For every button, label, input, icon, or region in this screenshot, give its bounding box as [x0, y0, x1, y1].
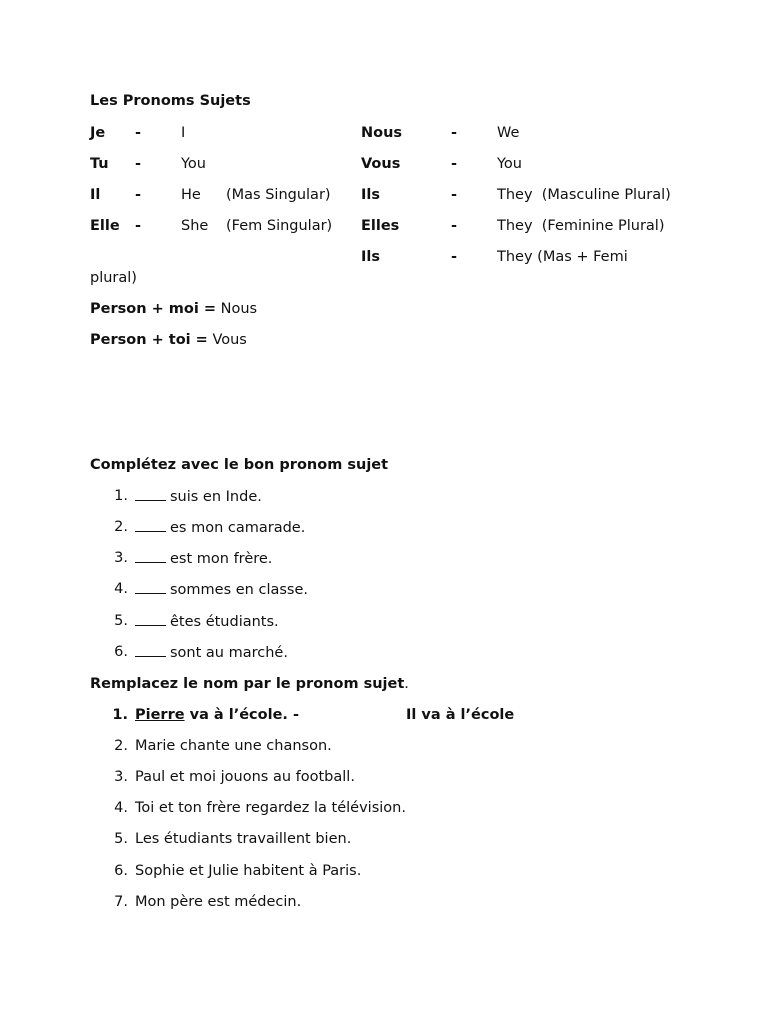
example-rest: va à l’école. - — [184, 707, 299, 723]
item-number: 2. — [114, 738, 128, 754]
item-number: 1. — [114, 488, 128, 504]
pronoun-ils-mixed: Ils — [361, 249, 380, 265]
item-number: 3. — [114, 550, 128, 566]
english-i: I — [181, 125, 186, 141]
english-he: He — [181, 187, 201, 203]
dash: - — [135, 125, 142, 141]
example-subject: Pierre — [135, 707, 185, 723]
exercise2-heading — [90, 675, 409, 693]
item-number: 5. — [114, 831, 128, 847]
item-number: 4. — [114, 800, 128, 816]
example-answer: Il va à l’école — [406, 707, 515, 723]
pronoun-ils: Ils — [361, 187, 380, 203]
item-text: sommes en classe. — [170, 582, 309, 598]
item-number: 2. — [114, 519, 128, 535]
dash: - — [451, 187, 458, 203]
english-we: We — [497, 125, 520, 141]
item-text: êtes étudiants. — [170, 614, 279, 630]
english-they-mixed: They (Mas + Femi — [497, 249, 628, 265]
rule-moi-result: Nous — [216, 301, 258, 317]
fill-in-item — [135, 643, 288, 662]
rule-toi-label: Person + toi = — [90, 332, 208, 348]
note-fem-singular: (Fem Singular) — [226, 218, 333, 234]
item-text: est mon frère. — [170, 551, 273, 567]
rule-moi — [90, 300, 257, 318]
item-number: 6. — [114, 644, 128, 660]
exercise2-heading-punct: . — [404, 676, 409, 692]
pronoun-elles: Elles — [361, 218, 400, 234]
replace-item: Mon père est médecin. — [135, 894, 302, 910]
answer-blank[interactable] — [135, 518, 166, 532]
item-number: 1. — [112, 707, 128, 723]
exercise2-heading-text: Remplacez le nom par le pronom sujet — [90, 676, 405, 692]
english-she: She — [181, 218, 209, 234]
dash: - — [135, 156, 142, 172]
english-they-masc: They (Masculine Plural) — [497, 187, 671, 203]
item-number: 3. — [114, 769, 128, 785]
rule-toi — [90, 331, 247, 349]
dash: - — [451, 218, 458, 234]
pronoun-vous: Vous — [361, 156, 401, 172]
answer-blank[interactable] — [135, 549, 166, 563]
answer-blank[interactable] — [135, 612, 166, 626]
note-mas-singular: (Mas Singular) — [226, 187, 331, 203]
item-number: 7. — [114, 894, 128, 910]
pronoun-elle: Elle — [90, 218, 120, 234]
item-number: 6. — [114, 863, 128, 879]
page-title: Les Pronoms Sujets — [90, 93, 251, 109]
pronoun-tu: Tu — [90, 156, 109, 172]
english-you-plural: You — [497, 156, 522, 172]
item-number: 5. — [114, 613, 128, 629]
fill-in-item — [135, 612, 279, 631]
replace-item: Les étudiants travaillent bien. — [135, 831, 352, 847]
pronoun-il: Il — [90, 187, 101, 203]
replace-item: Marie chante une chanson. — [135, 738, 332, 754]
replace-item: Paul et moi jouons au football. — [135, 769, 355, 785]
example-sentence — [135, 706, 299, 724]
item-number: 4. — [114, 581, 128, 597]
dash: - — [451, 156, 458, 172]
answer-blank[interactable] — [135, 487, 166, 501]
pronoun-je: Je — [90, 125, 106, 141]
replace-item: Sophie et Julie habitent à Paris. — [135, 863, 362, 879]
answer-blank[interactable] — [135, 643, 166, 657]
pronoun-nous: Nous — [361, 125, 403, 141]
item-text: sont au marché. — [170, 645, 288, 661]
rule-moi-label: Person + moi = — [90, 301, 217, 317]
english-you: You — [181, 156, 206, 172]
exercise1-heading: Complétez avec le bon pronom sujet — [90, 457, 389, 473]
replace-item: Toi et ton frère regardez la télévision. — [135, 800, 406, 816]
item-text: suis en Inde. — [170, 489, 262, 505]
fill-in-item — [135, 518, 305, 537]
fill-in-item — [135, 487, 262, 506]
english-they-mixed-wrap: plural) — [90, 270, 137, 286]
answer-blank[interactable] — [135, 580, 166, 594]
dash: - — [451, 249, 458, 265]
dash: - — [451, 125, 458, 141]
dash: - — [135, 187, 142, 203]
fill-in-item — [135, 549, 272, 568]
item-text: es mon camarade. — [170, 520, 306, 536]
dash: - — [135, 218, 142, 234]
rule-toi-result: Vous — [207, 332, 247, 348]
english-they-fem: They (Feminine Plural) — [497, 218, 665, 234]
fill-in-item — [135, 580, 308, 599]
